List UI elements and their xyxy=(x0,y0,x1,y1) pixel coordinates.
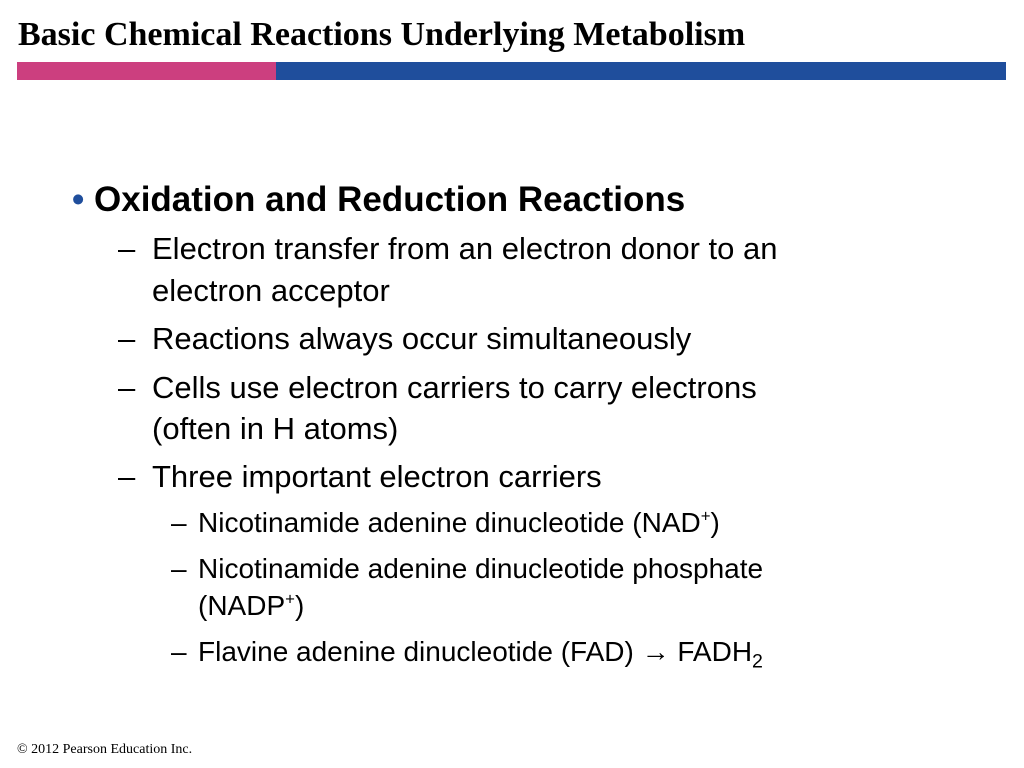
copyright-footer: © 2012 Pearson Education Inc. xyxy=(17,742,193,757)
carrier-text: (NADP xyxy=(198,590,286,621)
carrier-text: Flavine adenine dinucleotide (FAD) → FADH xyxy=(198,636,753,667)
carrier-line xyxy=(198,636,763,673)
sub-bullet-line: Cells use electron carriers to carry electrons xyxy=(152,370,757,405)
bullet-level1-text: Oxidation and Reduction Reactions xyxy=(94,180,686,219)
slide-title: Basic Chemical Reactions Underlying Metabolism xyxy=(18,16,746,53)
bullet-level1 xyxy=(72,180,84,220)
subscript-two: 2 xyxy=(752,650,763,673)
carrier-line xyxy=(198,507,720,539)
sub-bullet-line: Three important electron carriers xyxy=(152,459,602,494)
dash-marker: – xyxy=(171,636,187,667)
title-underline-bar xyxy=(17,62,1006,80)
carrier-line: Nicotinamide adenine dinucleotide phosphate xyxy=(198,553,764,584)
carrier-text: ) xyxy=(294,590,305,621)
bullet-dot-icon: • xyxy=(72,180,85,219)
dash-marker: – xyxy=(118,370,136,405)
sub-bullet-line: electron acceptor xyxy=(152,273,390,308)
dash-marker: – xyxy=(118,231,136,266)
title-bar-pink-segment xyxy=(17,62,276,80)
carrier-line xyxy=(198,590,304,622)
superscript-plus: + xyxy=(700,506,711,526)
title-bar-blue-segment xyxy=(276,62,1006,80)
dash-marker: – xyxy=(118,321,136,356)
dash-marker: – xyxy=(118,459,136,494)
superscript-plus: + xyxy=(285,589,295,609)
carrier-text: ) xyxy=(710,507,720,538)
dash-marker: – xyxy=(171,507,187,538)
carrier-text: Nicotinamide adenine dinucleotide (NAD xyxy=(198,507,701,538)
sub-bullet-line: (often in H atoms) xyxy=(152,411,399,446)
dash-marker: – xyxy=(171,553,187,584)
sub-bullet-line: Reactions always occur simultaneously xyxy=(152,321,692,356)
sub-bullet-line: Electron transfer from an electron donor to an xyxy=(152,231,778,266)
